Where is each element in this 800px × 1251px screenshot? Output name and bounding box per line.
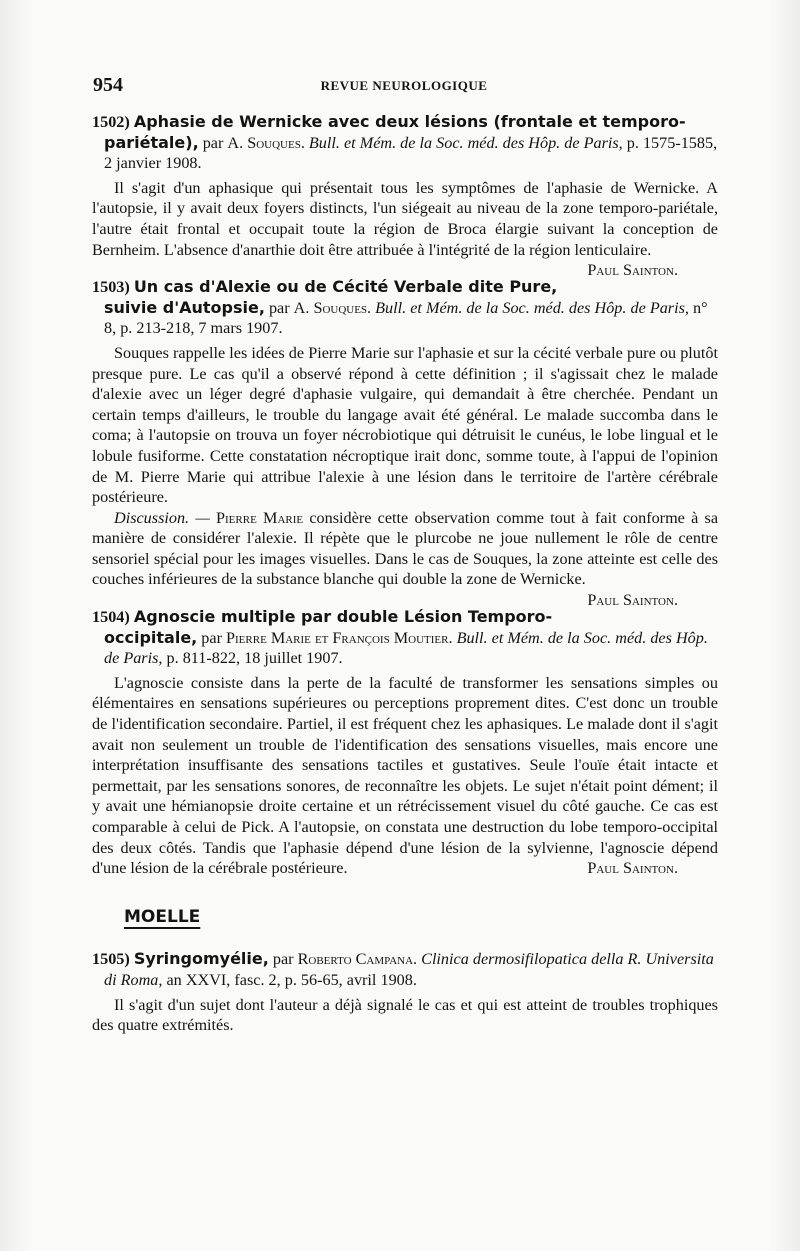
entry-paragraph: Il s'agit d'un aphasique qui présentait tous les symptômes de l'aphasie de Wernicke. A l'autopsie, il y avait deux foyers distincts, l'un siégeait au niveau de la zone temporo-pariétale, l'autre était frontal et occupait toute la région de Broca élargie suivant la conception de Bernheim. L'absence d'anarthie doit être attribuée à l'intégrité de la région lenticulaire. Paul Sainton. — [92, 178, 718, 280]
entry-citation: p. 1575-1585, 2 janvier 1908. — [104, 133, 718, 173]
entry-author: A. Souques. — [293, 298, 372, 317]
entry-citation: p. 811-822, 18 juillet 1907. — [166, 649, 343, 668]
entry-body — [92, 178, 718, 280]
entry-signature: Paul Sainton. — [587, 859, 678, 878]
abstract-entry — [92, 949, 718, 1035]
entry-title: Syringomyélie, — [133, 949, 269, 969]
entry-paragraph: L'agnoscie consiste dans la perte de la faculté de transformer les sensations simples ou élémentaires en sensations supérieures ou perceptions proprement dites. C'est donc un trouble de l'identification secondaire. Partiel, il est fréquent chez les aphasiques. Le malade dont il s'agit avait non seulement un trouble de l'identification des sensations visuelles, mais encore une interprétation insuffisante des sensations tactiles et gustatives. Seule l'ouïe était intacte et permettait, par les sensations sonores, de reconnaître les objets. Le sujet n'était point dément; il y avait une hémianopsie droite certaine et un rétrécissement visuel du côté gauche. Ce cas est comparable à celui de Pick. A l'autopsie, on constata une destruction du lobe temporo-occipital des deux côtés. Tandis que l'aphasie dépend d'une lésion de la sylvienne, l'agnoscie dépend d'une lésion de la cérébrale postérieure. Paul Sainton. — [92, 673, 718, 878]
entry-body — [92, 995, 718, 1036]
entry-title: Agnoscie multiple par double Lésion Temporo-occipitale, — [104, 607, 553, 647]
entry-citation: n° 8, p. 213-218, 7 mars 1907. — [104, 298, 708, 338]
entry-reference — [92, 607, 718, 669]
entry-number: 1502) — [92, 113, 130, 131]
entry-by: par — [268, 298, 290, 317]
entry-discussion — [92, 508, 719, 610]
discussion-text: considère cette observation comme tout à fait conforme à sa manière de considérer l'alexie. Il répète que le plurcobe ne joue nullement le rôle de centre sensoriel spécial pour les images visuelles. Dans le cas de Souques, la zone atteinte est celle des couches inférieures de la substance blanche qui double la zone de Wernicke. — [92, 508, 719, 589]
discussion-author: Pierre Marie — [216, 508, 304, 527]
entry-paragraph: Il s'agit d'un sujet dont l'auteur a déjà signalé le cas et qui est atteint de troubles trophiques des quatre extrémités. — [92, 995, 718, 1035]
abstract-entry — [92, 607, 718, 879]
entry-author: Roberto Campana. — [297, 950, 418, 969]
entry-number: 1503) — [92, 278, 130, 297]
entry-journal: Bull. et Mém. de la Soc. méd. des Hôp. de Paris, — [308, 133, 623, 152]
entry-body — [92, 343, 719, 610]
abstract-entry — [92, 112, 718, 280]
entry-reference — [92, 949, 718, 990]
page-content — [92, 112, 718, 1053]
entry-paragraph: Souques rappelle les idées de Pierre Marie sur l'aphasie et sur la cécité verbale pure ou plutôt presque pure. Le cas qu'il a observé répond à cette définition ; il s'agissait chez le malade d'alexie avec un léger degré d'aphasie vulgaire, qui demandait à être cherchée. Pendant un certain temps d'ailleurs, le trouble du langage avait été général. Le malade succomba dans le coma; à l'autopsie on trouva un foyer nécrobiotique qui détruisit le cunéus, le lobe lingual et le lobule fusiforme. Cette constatation nécroptique irait donc, somme toute, à l'appui de l'opinion de M. Pierre Marie qui attribue l'alexie à une lésion dans le territoire de l'artère cérébrale postérieure. — [92, 343, 718, 507]
entry-citation: an XXVI, fasc. 2, p. 56-65, avril 1908. — [166, 970, 417, 989]
discussion-label: Discussion. — — [114, 508, 210, 527]
entry-by: par — [201, 628, 222, 647]
page-header — [93, 74, 715, 98]
entry-reference — [92, 112, 718, 174]
entry-number: 1505) — [92, 950, 130, 969]
entry-reference — [92, 277, 718, 339]
entry-author: Pierre Marie et François Moutier. — [226, 628, 453, 647]
section-heading: MOELLE — [124, 906, 201, 927]
entry-journal: Bull. et Mém. de la Soc. méd. des Hôp. de Paris, — [104, 628, 708, 668]
entry-by: par — [202, 133, 224, 152]
entry-signature: Paul Sainton. — [587, 591, 678, 610]
entry-by: par — [272, 950, 294, 969]
page-number: 954 — [93, 74, 123, 96]
abstract-entry — [92, 277, 719, 610]
entry-title: Aphasie de Wernicke avec deux lésions (frontale et temporo-pariétale), — [104, 112, 686, 152]
entry-body — [92, 673, 718, 879]
entry-author: A. Souques. — [227, 133, 305, 152]
entry-title: Un cas d'Alexie ou de Cécité Verbale dite Pure, suivie d'Autopsie, — [104, 277, 558, 317]
entry-number: 1504) — [92, 608, 130, 627]
running-head: REVUE NEUROLOGIQUE — [320, 78, 488, 93]
entry-signature: Paul Sainton. — [587, 261, 678, 280]
entry-journal: Bull. et Mém. de la Soc. méd. des Hôp. de Paris, — [375, 298, 689, 317]
entry-journal: Clinica dermosifilopatica della R. Universita di Roma, — [104, 950, 714, 989]
